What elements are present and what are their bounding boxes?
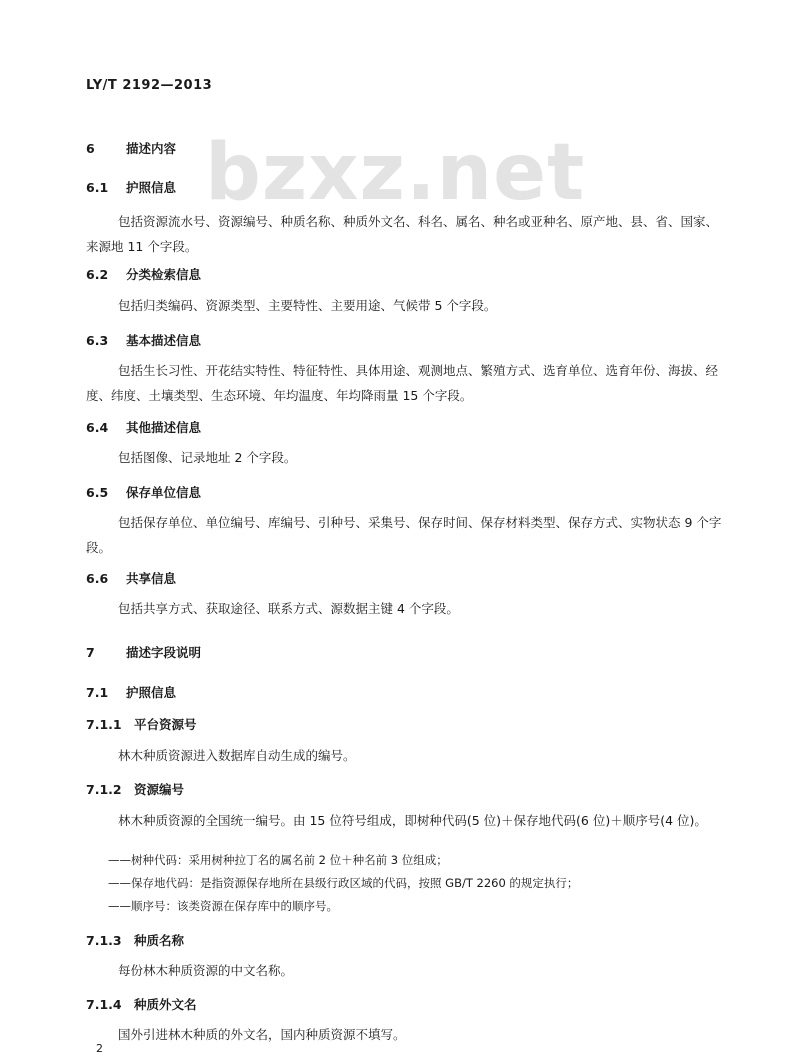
section-number: 7.1.4 [86,997,122,1012]
section-title: 其他描述信息 [126,420,202,435]
page-number: 2 [96,1042,103,1055]
list-item: ——树种代码：采用树种拉丁名的属名前 2 位＋种名前 3 位组成； [108,853,448,867]
section-7-1-4-heading [86,995,197,1013]
section-7-1-2-body: 林木种质资源的全国统一编号。由 15 位符号组成，即树种代码(5 位)＋保存地代码(6 位)＋顺序号(4 位)。 [118,813,707,828]
section-7-1-3-body: 每份林木种质资源的中文名称。 [118,963,294,978]
section-6-1-body: 包括资源流水号、资源编号、种质名称、种质外文名、科名、属名、种名或亚种名、原产地、县、省、国家、来源地 11 个字段。 [86,214,719,254]
section-number: 6.6 [86,571,109,586]
section-number: 6.4 [86,420,109,435]
section-title: 描述内容 [126,141,177,156]
section-title: 资源编号 [134,782,185,797]
section-title: 种质外文名 [134,997,197,1012]
watermark: bzxz.net [205,128,586,218]
section-7-1-1-heading [86,715,197,733]
section-6-5-body: 包括保存单位、单位编号、库编号、引种号、采集号、保存时间、保存材料类型、保存方式、实物状态 9 个字段。 [86,515,722,555]
section-number: 7.1.3 [86,933,122,948]
section-title: 基本描述信息 [126,333,202,348]
section-title: 保存单位信息 [126,485,202,500]
section-7-1-3-heading [86,931,184,949]
section-title: 平台资源号 [134,717,197,732]
section-6-6-body: 包括共享方式、获取途径、联系方式、源数据主键 4 个字段。 [118,601,459,616]
section-title: 种质名称 [134,933,185,948]
section-title: 护照信息 [126,685,177,700]
section-6-4-heading [86,418,201,436]
section-number: 7.1.2 [86,782,122,797]
section-6-5-heading [86,483,201,501]
standard-number: LY/T 2192—2013 [86,78,213,93]
section-6-2-heading [86,265,201,283]
section-7-1-heading [86,683,176,701]
section-6-3-heading [86,331,201,349]
section-7-1-2-heading [86,780,184,798]
section-number: 7 [86,645,95,660]
section-6-1-heading [86,178,176,196]
section-6-2-body: 包括归类编码、资源类型、主要特性、主要用途、气候带 5 个字段。 [118,298,497,313]
section-title: 描述字段说明 [126,645,202,660]
section-7-heading [86,643,201,661]
list-item: ——保存地代码：是指资源保存地所在县级行政区域的代码，按照 GB/T 2260 的规定执行； [108,876,579,890]
section-number: 6.2 [86,267,109,282]
section-6-4-body: 包括图像、记录地址 2 个字段。 [118,450,297,465]
section-6-6-heading [86,569,176,587]
section-6-3-body: 包括生长习性、开花结实特性、特征特性、具体用途、观测地点、繁殖方式、选育单位、选育年份、海拔、经度、纬度、土壤类型、生态环境、年均温度、年均降雨量 15 个字段。 [86,363,719,403]
section-number: 6.5 [86,485,109,500]
section-7-1-4-body: 国外引进林木种质的外文名，国内种质资源不填写。 [118,1027,406,1042]
section-title: 共享信息 [126,571,177,586]
section-number: 6 [86,141,95,156]
section-title: 护照信息 [126,180,177,195]
section-number: 6.3 [86,333,109,348]
section-title: 分类检索信息 [126,267,202,282]
section-number: 7.1.1 [86,717,122,732]
section-number: 7.1 [86,685,109,700]
section-6-heading [86,139,176,157]
section-7-1-1-body: 林木种质资源进入数据库自动生成的编号。 [118,748,356,763]
section-number: 6.1 [86,180,109,195]
list-item: ——顺序号：该类资源在保存库中的顺序号。 [108,899,338,913]
